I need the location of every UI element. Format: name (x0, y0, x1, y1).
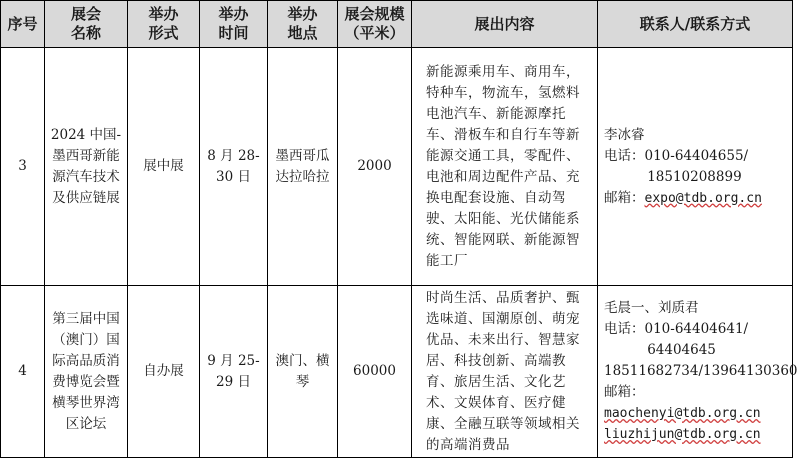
cell-contact (598, 286, 798, 458)
cell-form: 展中展 (128, 48, 200, 286)
cell-name: 2024 中国-墨西哥新能源汽车技术及供应链展 (45, 48, 128, 286)
cell-number: 3 (1, 48, 45, 286)
table-row (1, 286, 793, 458)
contact-name: 毛晨一、刘质君 (604, 300, 699, 316)
contact-phone-1b: 64404645 (647, 342, 716, 358)
contact-mobile: 18511682734/13964130360 (604, 363, 798, 379)
contact-name: 李冰睿 (604, 126, 645, 143)
header-name: 展会 名称 (45, 1, 128, 48)
cell-number: 4 (1, 286, 45, 458)
contact-email-label: 邮箱： (604, 384, 645, 400)
header-contact: 联系人/联系方式 (598, 1, 793, 48)
contact-email: 邮箱：expo@tdb.org.cn (604, 189, 762, 206)
cell-time: 9 月 25-29 日 (200, 286, 268, 458)
header-row (1, 1, 793, 48)
header-scale: 展会规模 （平米） (338, 1, 412, 48)
contact-phone: 电话：010-64404655/ (604, 147, 749, 164)
contact-phone: 电话：010-64404641/ (604, 321, 749, 337)
cell-items: 时尚生活、品质奢护、甄选味道、国潮原创、萌宠优品、未来出行、智慧家居、科技创新、高端教育、旅居生活、文化艺术、文娱体育、医疗健康、全融互联等领域相关的高端消费品 (412, 286, 598, 458)
email-link-2[interactable]: liuzhijun@tdb.org.cn (604, 427, 761, 442)
email-link[interactable]: maochenyi@tdb.org.cn (604, 406, 761, 421)
header-number: 序号 (1, 1, 45, 48)
header-items: 展出内容 (412, 1, 598, 48)
cell-scale: 2000 (338, 48, 412, 286)
table-row (1, 48, 793, 286)
cell-contact (598, 48, 793, 286)
cell-items: 新能源乘用车、商用车，特种车，物流车，氢燃料电池汽车、新能源摩托车、滑板车和自行车等新能源交通工具，零配件、电池和周边配件产品、充换电配套设施、自动驾驶、太阳能、光伏储能系统、智能网联、新能源智能工厂 (412, 48, 598, 286)
cell-place: 澳门、横琴 (268, 286, 338, 458)
cell-scale: 60000 (338, 286, 412, 458)
cell-name: 第三届中国（澳门）国际高品质消费博览会暨横琴世界湾区论坛 (45, 286, 128, 458)
email-link[interactable]: expo@tdb.org.cn (644, 190, 762, 206)
header-form: 举办 形式 (128, 1, 200, 48)
cell-form: 自办展 (128, 286, 200, 458)
header-place: 举办 地点 (268, 1, 338, 48)
header-time: 举办 时间 (200, 1, 268, 48)
cell-time: 8 月 28-30 日 (200, 48, 268, 286)
cell-place: 墨西哥瓜达拉哈拉 (268, 48, 338, 286)
contact-phone-2: 18510208899 (647, 168, 742, 185)
